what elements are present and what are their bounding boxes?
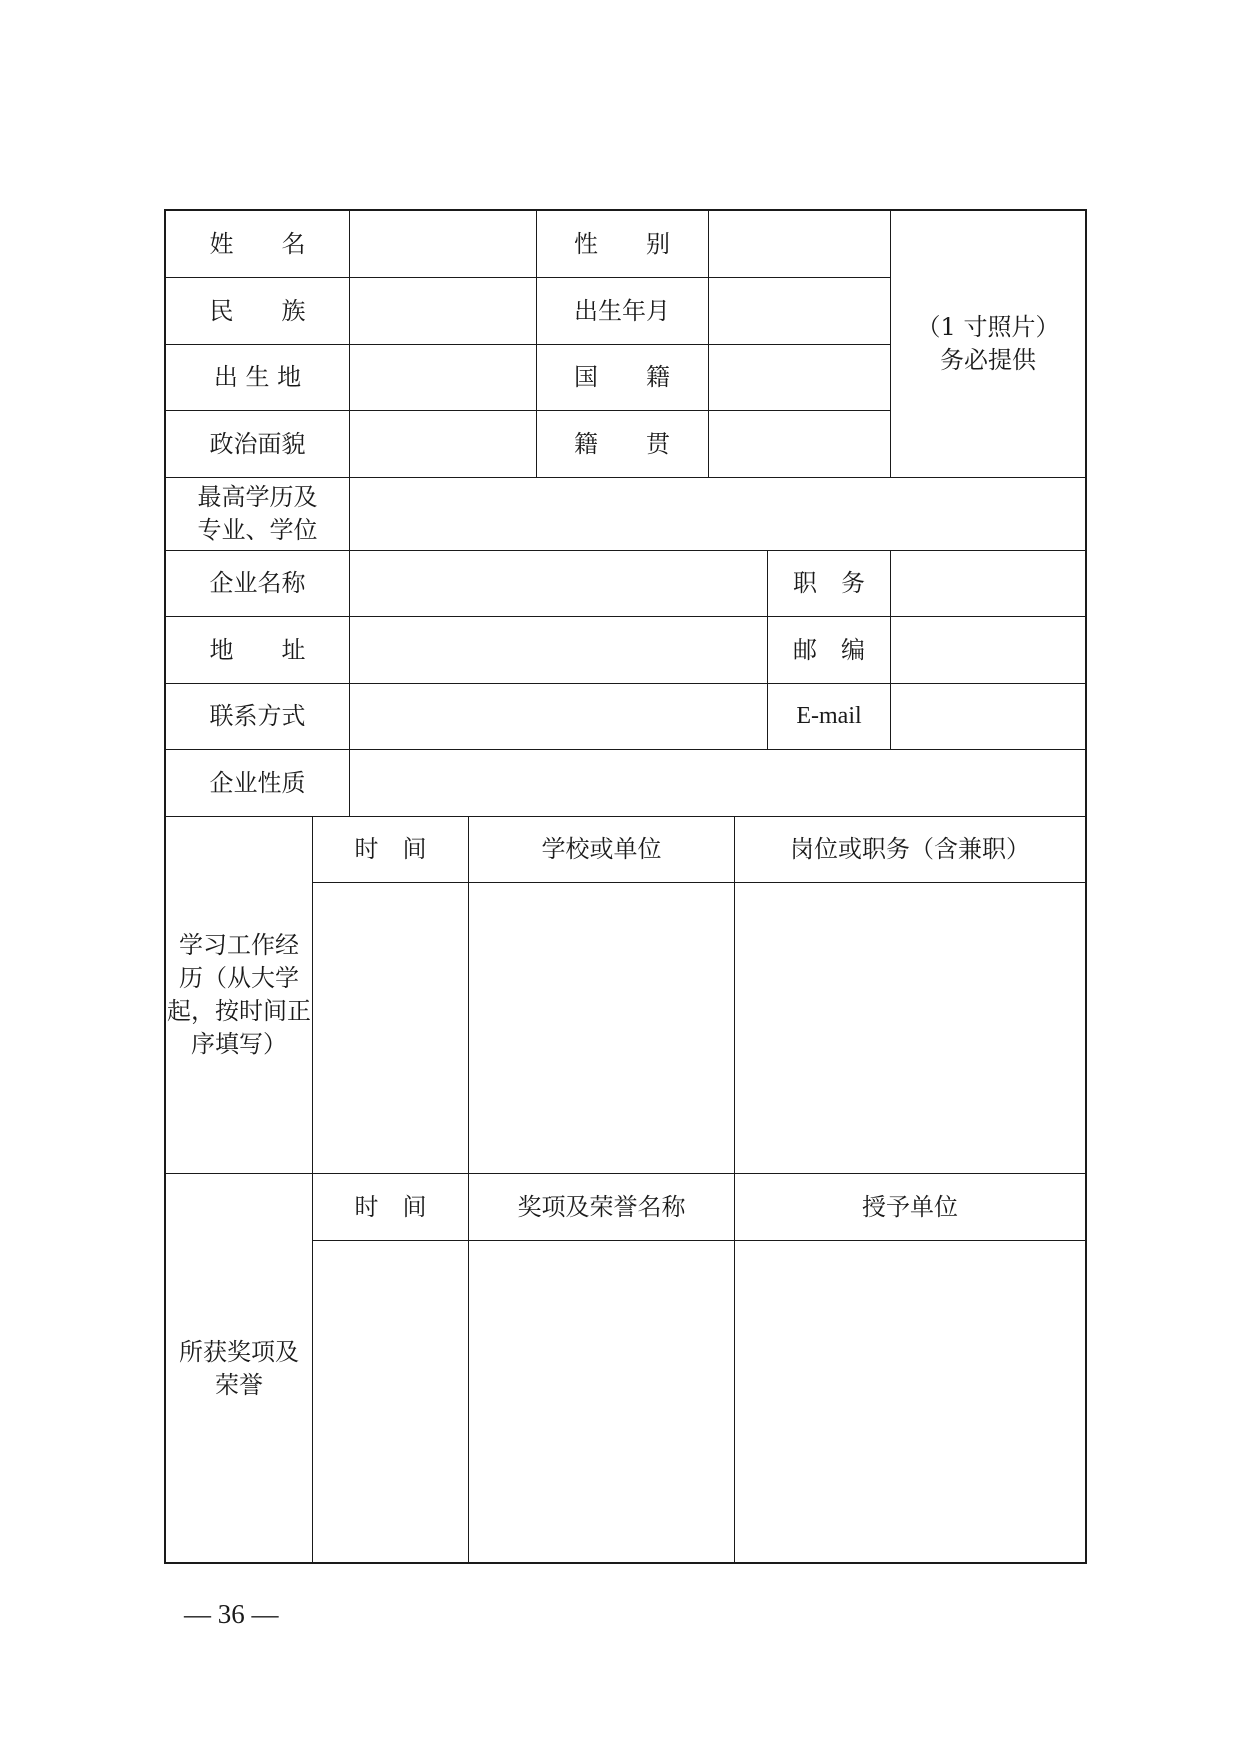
education-label: 最高学历及 专业、学位 [197,482,318,544]
photo-size-note: （1 寸照片） [916,313,1060,341]
awards-org-value[interactable] [735,1241,1085,1564]
gender-label: 性 别 [574,229,670,258]
address-label: 地 址 [209,635,306,664]
political-status-value[interactable] [350,411,536,477]
postcode-value[interactable] [891,617,1085,683]
contact-label: 联系方式 [209,701,306,730]
experience-section-label: 学习工作经 历（从大学 起，按时间正 序填写） [167,930,311,1058]
position-label: 职 务 [793,569,865,597]
awards-section-label: 所获奖项及 荣誉 [179,1338,299,1399]
nationality-value[interactable] [709,344,890,410]
experience-post-header: 岗位或职务（含兼职） [790,834,1030,863]
native-place-value[interactable] [709,411,890,477]
photo-placeholder[interactable] [891,211,1085,477]
email-label: E-mail [796,702,862,729]
contact-value[interactable] [350,683,767,749]
company-nature-value[interactable] [350,750,1085,816]
birthplace-value[interactable] [350,344,536,410]
application-form-table [164,209,1087,1564]
awards-time-value[interactable] [313,1241,468,1564]
experience-school-value[interactable] [469,883,734,1173]
birthplace-label: 出 生 地 [213,362,302,391]
native-place-label: 籍 贯 [574,429,670,458]
political-status-label: 政治面貌 [209,429,306,458]
birth-date-label: 出生年月 [574,296,670,325]
awards-name-value[interactable] [469,1241,734,1564]
experience-school-header: 学校或单位 [541,834,662,863]
company-name-value[interactable] [350,551,767,616]
name-value[interactable] [350,211,536,277]
email-value[interactable] [891,683,1085,749]
education-value[interactable] [350,477,1085,550]
nationality-label: 国 籍 [574,362,670,391]
birth-date-value[interactable] [709,278,890,344]
company-nature-label: 企业性质 [209,768,306,797]
experience-post-value[interactable] [735,883,1085,1173]
page-number: — 36 — [184,1599,279,1629]
experience-time-value[interactable] [313,883,468,1173]
position-value[interactable] [891,551,1085,616]
awards-time-header: 时 间 [354,1192,427,1221]
address-value[interactable] [350,617,767,683]
postcode-label: 邮 编 [793,635,865,664]
company-name-label: 企业名称 [209,569,306,597]
awards-org-header: 授予单位 [862,1192,958,1221]
name-label: 姓 名 [209,229,306,258]
photo-required-note: 务必提供 [940,346,1036,374]
experience-time-header: 时 间 [354,834,427,863]
awards-name-header: 奖项及荣誉名称 [517,1192,686,1221]
ethnicity-value[interactable] [350,278,536,344]
ethnicity-label: 民 族 [209,296,306,325]
gender-value[interactable] [709,211,890,277]
